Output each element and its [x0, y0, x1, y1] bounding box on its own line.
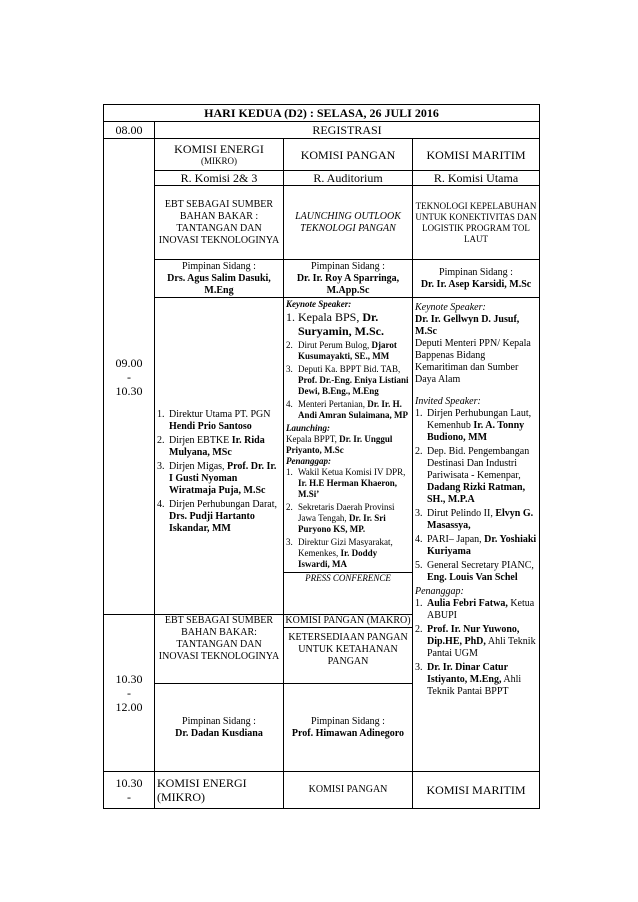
session3-energi-sub: (MIKRO) [157, 790, 205, 804]
invited-label: Invited Speaker: [415, 396, 481, 407]
session2-energi-topic: EBT SEBAGAI SUMBER BAHAN BAKAR: TANTANGAN DAN INOVASI TEKNOLOGINYA [155, 615, 284, 684]
maritim-penanggap: 2. Prof. Ir. Nur Yuwono, Dip.HE, PhD, Ahli Teknik Pantai UGM [415, 624, 536, 659]
chair-pangan-name: Dr. Ir. Roy A Sparringa, M.App.Sc [296, 272, 400, 296]
pangan-keynote-speaker: 4. Menteri Pertanian, Dr. Ir. H. Andi Amran Sulaimana, MP [286, 399, 409, 420]
session2-end: 12.00 [115, 700, 143, 714]
registration-time: 08.00 [104, 122, 155, 139]
session2-pangan-head: KOMISI PANGAN (MAKRO) [285, 615, 411, 626]
session3-energi-label: KOMISI ENERGI [157, 776, 247, 790]
session1-start: 09.00 [115, 355, 143, 370]
energi-speaker: 2. Dirjen EBTKE Ir. Rida Mulyana, MSc [157, 435, 265, 458]
keynote-label-pangan: Keynote Speaker: [286, 299, 352, 309]
topic-energi: EBT SEBAGAI SUMBER BAHAN BAKAR : TANTANGAN DAN INOVASI TEKNOLOGINYA [155, 186, 284, 260]
maritim-invited-speaker: 2. Dep. Bid. Pengembangan Destinasi Dan Industri Pariwisata - Kemenpar, Dadang Rizki Ratman, SH., M.P.A [415, 446, 530, 505]
keynote-maritim-name: Dr. Ir. Gellwyn D. Jusuf, M.Sc [415, 314, 520, 337]
energi-speaker: 3. Dirjen Migas, Prof. Dr. Ir. I Gusti Nyoman Wiratmaja Puja, M.Sc [157, 461, 277, 496]
pangan-keynote-speaker: 1. Kepala BPS, Dr. Suryamin, M.Sc. [286, 310, 385, 338]
session1-time [104, 139, 155, 615]
maritim-invited-speaker: 1. Dirjen Perhubungan Laut, Kemenhub Ir. A. Tonny Budiono, MM [415, 408, 532, 443]
day-title: HARI KEDUA (D2) : SELASA, 26 JULI 2016 [104, 105, 540, 122]
session1-pangan-speakers [284, 298, 413, 615]
session2-energi-chair-name: Dr. Dadan Kusdiana [175, 727, 263, 739]
energi-speaker: 4. Dirjen Perhubungan Darat, Drs. Pudji Hartanto Iskandar, MM [157, 499, 278, 534]
session3-time [104, 772, 155, 809]
maritim-penanggap: 1. Aulia Febri Fatwa, Ketua ABUPI [415, 598, 535, 621]
chair-energi-label: Pimpinan Sidang : [182, 260, 256, 272]
room-maritim: R. Komisi Utama [413, 171, 540, 186]
pangan-penanggap: 2. Sekretaris Daerah Provinsi Jawa Tengah, Dr. Ir. Sri Puryono KS, MP. [286, 502, 395, 534]
registration-label: REGISTRASI [155, 122, 540, 139]
session2-time [104, 615, 155, 772]
session2-energi-chair [155, 684, 284, 772]
session2-dash: - [127, 686, 131, 700]
maritim-invited-speaker: 3. Dirut Pelindo II, Elvyn G. Masassya, [415, 508, 534, 531]
chair-energi [155, 260, 284, 298]
penanggap-label-maritim: Penanggap: [415, 586, 464, 597]
press-conference: PRESS CONFERENCE [284, 572, 412, 584]
maritim-invited-speaker: 4. PARI– Japan, Dr. Yoshiaki Kuriyama [415, 534, 537, 557]
chair-pangan-label: Pimpinan Sidang : [311, 260, 385, 272]
session2-pangan-chair-name: Prof. Himawan Adinegoro [291, 727, 405, 739]
commission-energi-label: KOMISI ENERGI [174, 142, 264, 156]
pangan-penanggap: 1. Wakil Ketua Komisi IV DPR, Ir. H.E Herman Khaeron, M.Si’ [286, 467, 406, 499]
commission-energi-sub: (MIKRO) [201, 156, 237, 166]
pangan-keynote-speaker: 3. Deputi Ka. BPPT Bid. TAB, Prof. Dr.-Eng. Eniya Listiani Dewi, B.Eng., M.Eng [286, 364, 409, 396]
chair-maritim-label: Pimpinan Sidang : [439, 266, 513, 278]
maritim-invited-speaker: 5. General Secretary PIANC, Eng. Louis Van Schel [415, 560, 534, 583]
session3-pangan: KOMISI PANGAN [284, 772, 413, 809]
chair-maritim [413, 260, 540, 298]
session2-pangan-chair [284, 684, 413, 772]
session3-dash: - [127, 790, 131, 804]
chair-energi-name: Drs. Agus Salim Dasuki, M.Eng [167, 272, 271, 296]
launching-speaker: Kepala BPPT, Dr. Ir. Unggul Priyanto, M.Sc [286, 434, 393, 455]
pangan-keynote-speaker: 2. Dirut Perum Bulog, Djarot Kusumayakti, SE., MM [286, 340, 397, 361]
session2-energi-chair-label: Pimpinan Sidang : [182, 715, 256, 727]
session3-energi [155, 772, 284, 809]
room-energi: R. Komisi 2& 3 [155, 171, 284, 186]
session2-pangan-topic-text: KETERSEDIAAN PANGAN UNTUK KETAHANAN PANGAN [288, 632, 408, 667]
penanggap-label-pangan: Penanggap: [286, 456, 331, 466]
commission-pangan-head: KOMISI PANGAN [284, 139, 413, 171]
topic-maritim: TEKNOLOGI KEPELABUHAN UNTUK KONEKTIVITAS DAN LOGISTIK PROGRAM TOL LAUT [413, 186, 540, 260]
session2-start: 10.30 [115, 672, 143, 686]
commission-maritim-head: KOMISI MARITIM [413, 139, 540, 171]
keynote-maritim-role: Deputi Menteri PPN/ Kepala Bappenas Bidang Kemaritiman dan Sumber Daya Alam [415, 338, 531, 385]
energi-speaker: 1. Direktur Utama PT. PGN Hendi Prio Santoso [157, 409, 271, 432]
schedule-table [103, 104, 540, 809]
room-pangan: R. Auditorium [284, 171, 413, 186]
session1-end: 10.30 [115, 383, 143, 398]
launching-label: Launching: [286, 423, 331, 433]
topic-pangan: LAUNCHING OUTLOOK TEKNOLOGI PANGAN [284, 186, 413, 260]
session1-dash: - [127, 369, 131, 384]
maritim-penanggap: 3. Dr. Ir. Dinar Catur Istiyanto, M.Eng, Ahli Teknik Pantai BPPT [415, 662, 522, 697]
chair-pangan [284, 260, 413, 298]
keynote-label-maritim: Keynote Speaker: [415, 302, 486, 313]
commission-energi-head [155, 139, 284, 171]
session2-pangan-topic [284, 615, 413, 684]
maritim-speakers [413, 298, 540, 772]
session2-pangan-chair-label: Pimpinan Sidang : [311, 715, 385, 727]
session3-start: 10.30 [115, 776, 143, 790]
chair-maritim-name: Dr. Ir. Asep Karsidi, M.Sc [420, 278, 532, 290]
session3-maritim: KOMISI MARITIM [413, 772, 540, 809]
session1-energi-speakers [155, 298, 284, 615]
pangan-penanggap: 3. Direktur Gizi Masyarakat, Kemenkes, Ir. Doddy Iswardi, MA [286, 537, 393, 569]
